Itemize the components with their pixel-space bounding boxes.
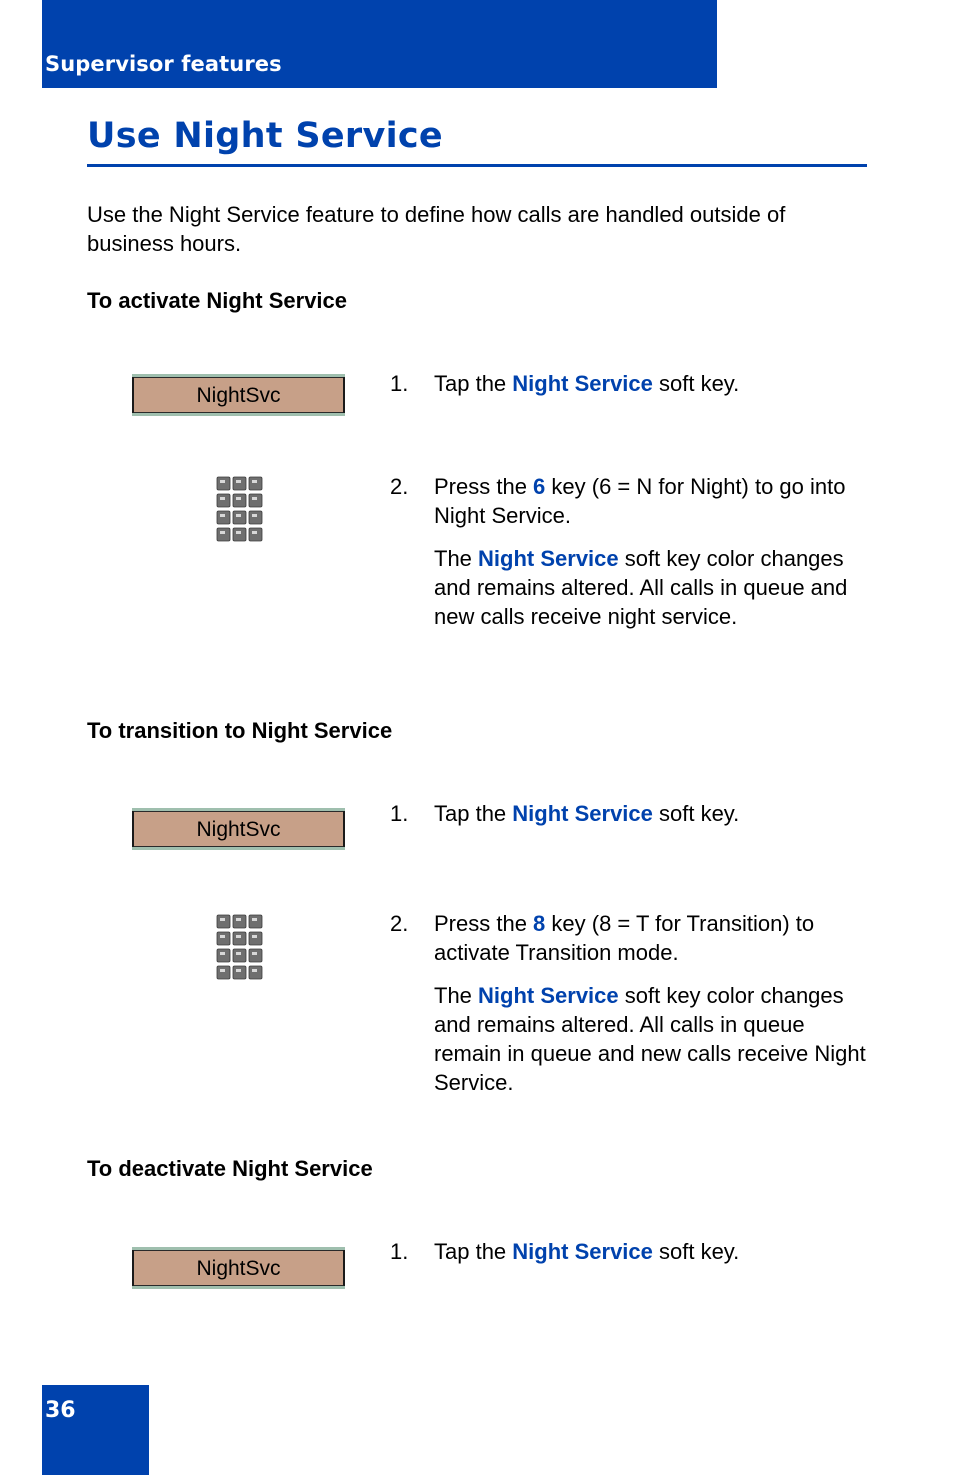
step-text-post: key (6 = N for Night) to go into Night Service. (434, 474, 846, 528)
night-service-softkey[interactable] (132, 374, 345, 416)
softkey-label: NightSvc (196, 818, 281, 841)
step-highlight: 8 (533, 911, 546, 936)
dialpad-key (217, 915, 230, 928)
heading-transition: To transition to Night Service (87, 718, 393, 743)
dialpad-key-mark (236, 480, 241, 483)
page-title: Use Night Service (87, 116, 443, 156)
dialpad-key-mark (220, 497, 225, 500)
dialpad-key-mark (220, 952, 225, 955)
dialpad-key (217, 511, 230, 524)
note-text-pre: The (434, 983, 479, 1008)
night-service-softkey[interactable] (132, 1247, 345, 1289)
dialpad-key (217, 528, 230, 541)
step-text (434, 472, 870, 631)
note-text-pre: The (434, 546, 479, 571)
dialpad-key-mark (252, 918, 257, 921)
note-highlight: Night Service (478, 983, 619, 1008)
dialpad-key-mark (220, 480, 225, 483)
step-text (434, 909, 870, 1097)
dialpad-key (249, 528, 262, 541)
night-service-softkey[interactable] (132, 808, 345, 850)
dialpad-key (249, 511, 262, 524)
dialpad-key-mark (236, 514, 241, 517)
dialpad-key-mark (252, 480, 257, 483)
title-rule (87, 164, 867, 167)
step-number: 1. (390, 801, 409, 826)
dialpad-key (217, 966, 230, 979)
page-number: 36 (45, 1398, 76, 1423)
step-text-pre: Tap the (434, 371, 513, 396)
heading-deactivate: To deactivate Night Service (87, 1156, 373, 1181)
dialpad-key-mark (252, 531, 257, 534)
step-text-post: key (8 = T for Transition) to activate Transition mode. (434, 911, 815, 965)
dialpad-key-mark (220, 935, 225, 938)
dialpad-key (233, 949, 246, 962)
dialpad-key (249, 477, 262, 490)
note-highlight: Night Service (478, 546, 619, 571)
dialpad-key-mark (220, 918, 225, 921)
dialpad-key (233, 915, 246, 928)
step-highlight: Night Service (512, 371, 653, 396)
dialpad-key (217, 949, 230, 962)
softkey-label: NightSvc (196, 384, 281, 407)
dialpad-icon (216, 914, 264, 982)
dialpad-key (249, 932, 262, 945)
step-text-pre: Press the (434, 474, 534, 499)
dialpad-key (249, 915, 262, 928)
step-highlight: Night Service (512, 801, 653, 826)
step-text-post: soft key. (652, 371, 740, 396)
step-text-pre: Press the (434, 911, 534, 936)
dialpad-key-mark (236, 969, 241, 972)
dialpad-key (233, 494, 246, 507)
dialpad-key-mark (236, 935, 241, 938)
step-text (434, 799, 870, 828)
dialpad-key (217, 477, 230, 490)
dialpad-key (233, 477, 246, 490)
dialpad-key-mark (236, 497, 241, 500)
step-text (434, 369, 870, 398)
dialpad-key (217, 494, 230, 507)
dialpad-icon (216, 476, 264, 544)
dialpad-key-mark (220, 969, 225, 972)
dialpad-key-mark (252, 514, 257, 517)
dialpad-key (233, 966, 246, 979)
dialpad-key (249, 494, 262, 507)
dialpad-key (249, 966, 262, 979)
step-text-post: soft key. (652, 801, 740, 826)
dialpad-key-mark (252, 935, 257, 938)
step-number: 2. (390, 911, 409, 936)
dialpad-key (217, 932, 230, 945)
note-text-post: soft key color changes and remains altered. All calls in queue and new calls receive night service. (434, 546, 848, 629)
dialpad-key-mark (252, 497, 257, 500)
step-text (434, 1237, 870, 1266)
dialpad-key-mark (236, 952, 241, 955)
dialpad-key (233, 932, 246, 945)
softkey-label: NightSvc (196, 1257, 281, 1280)
step-highlight: Night Service (512, 1239, 653, 1264)
section-header: Supervisor features (45, 52, 282, 76)
dialpad-key-mark (236, 531, 241, 534)
dialpad-key (233, 511, 246, 524)
dialpad-key-mark (220, 514, 225, 517)
dialpad-key-mark (252, 952, 257, 955)
step-text-post: soft key. (652, 1239, 740, 1264)
step-number: 1. (390, 371, 409, 396)
step-number: 1. (390, 1239, 409, 1264)
dialpad-key-mark (236, 918, 241, 921)
step-text-pre: Tap the (434, 801, 513, 826)
heading-activate: To activate Night Service (87, 288, 348, 313)
step-number: 2. (390, 474, 409, 499)
dialpad-key-mark (252, 969, 257, 972)
intro-paragraph: Use the Night Service feature to define how calls are handled outside of business hours. (87, 202, 786, 256)
step-highlight: 6 (533, 474, 546, 499)
dialpad-key (233, 528, 246, 541)
step-text-pre: Tap the (434, 1239, 513, 1264)
dialpad-key (249, 949, 262, 962)
note-text-post: soft key color changes and remains altered. All calls in queue remain in queue and new calls receive Night Service. (434, 983, 866, 1095)
dialpad-key-mark (220, 531, 225, 534)
